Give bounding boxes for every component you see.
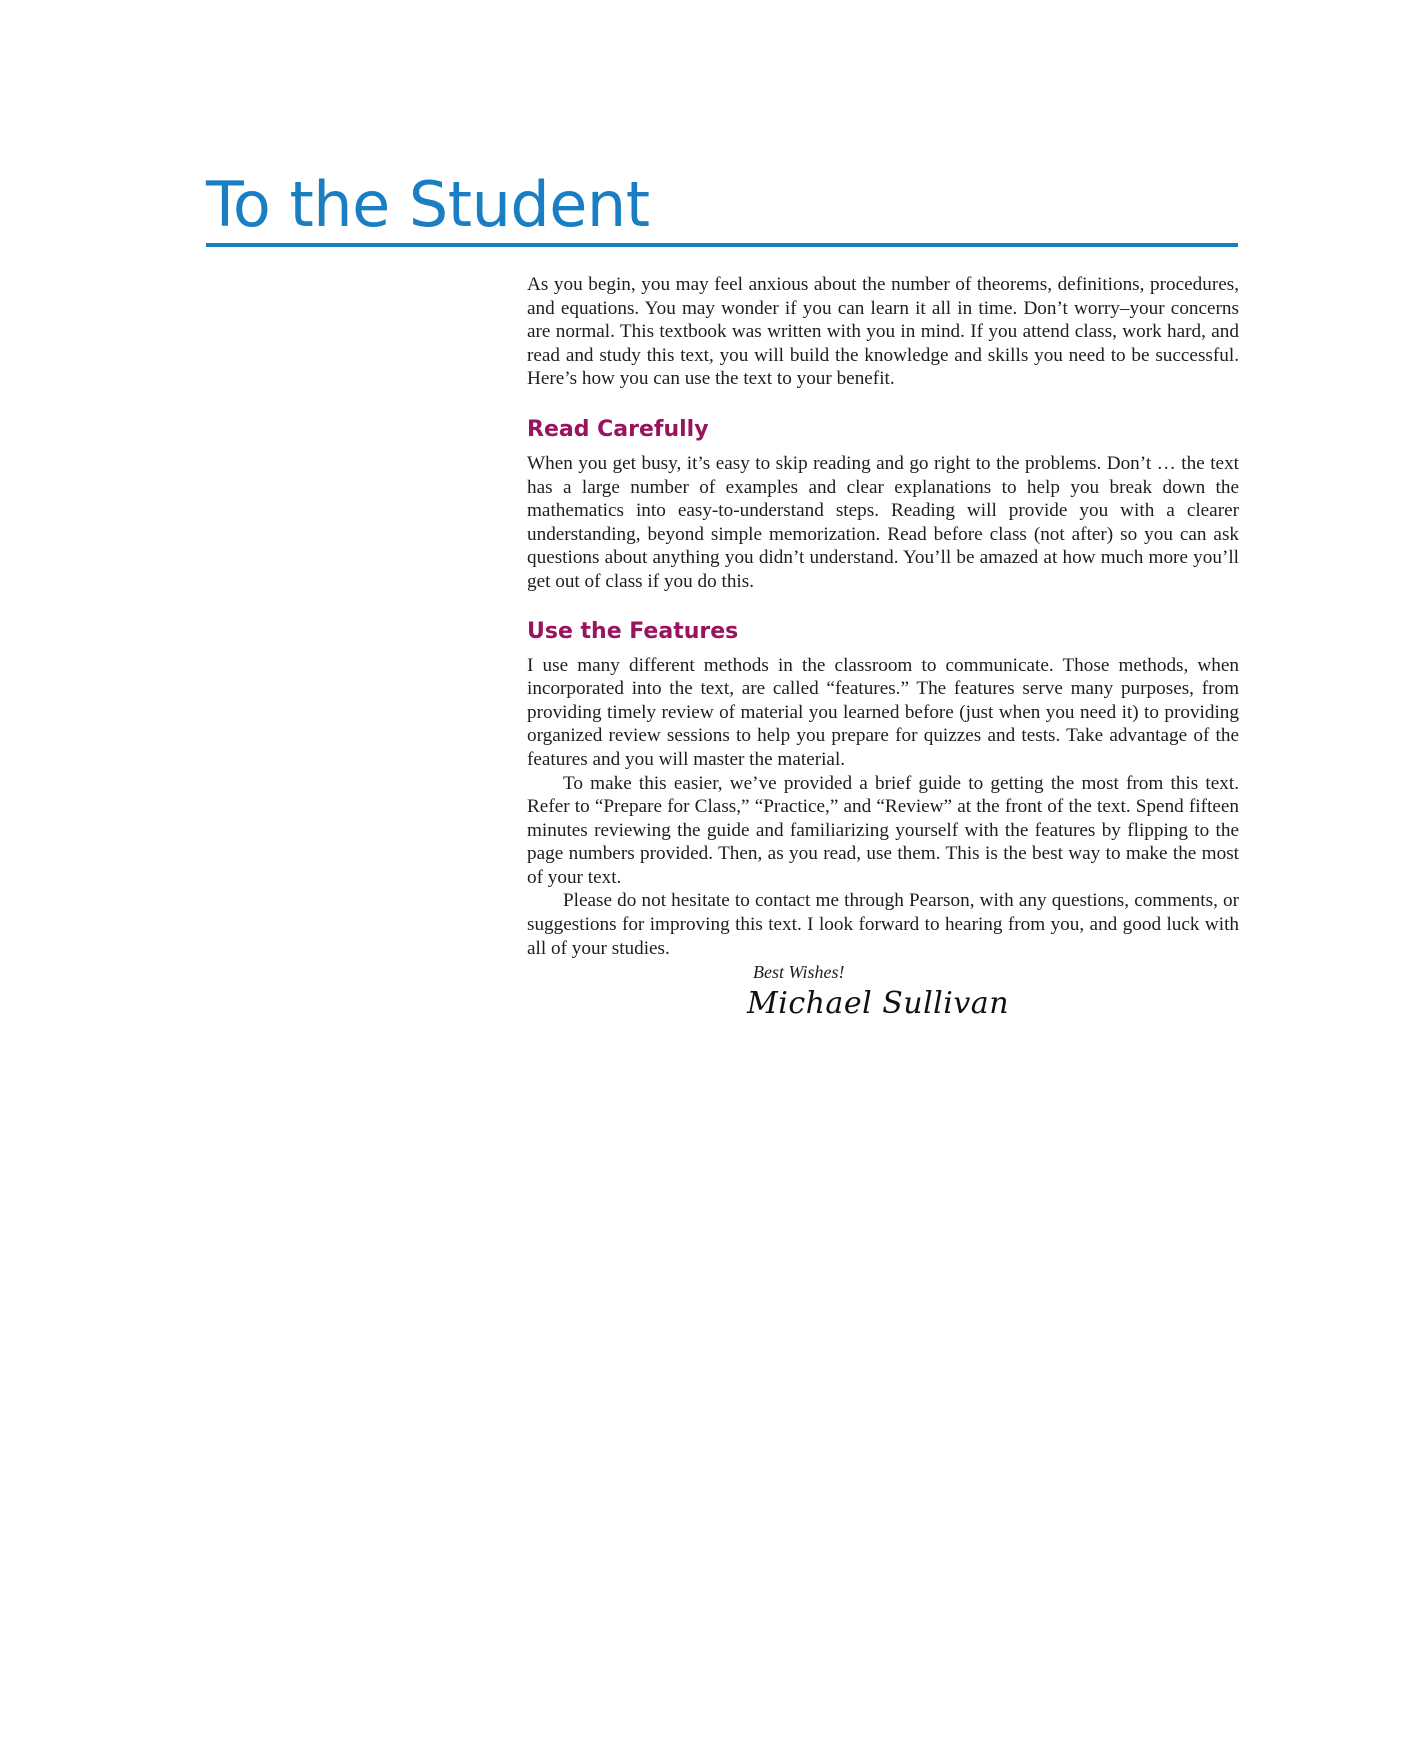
author-signature: Michael Sullivan — [747, 986, 1010, 1022]
section-heading-read-carefully: Read Carefully — [527, 416, 709, 442]
read-carefully-paragraph: When you get busy, it’s easy to skip reading and go right to the problems. Don’t … the text has a large number of examples and clear explanations to help you break down the mathematics into easy-to-understand steps. Reading will provide you with a clearer understanding, beyond simple memorization. Read before class (not after) so you can ask questions about anything you didn’t understand. You’ll be amazed at how much more you’ll get out of class if you do this. — [527, 452, 1239, 592]
title-divider — [206, 243, 1238, 247]
closing-salutation: Best Wishes! — [753, 962, 845, 983]
use-features-paragraph-3: Please do not hesitate to contact me through Pearson, with any questions, comments, or suggestions for improving this text. I look forward to hearing from you, and good luck with all of your studies. — [527, 890, 1239, 959]
use-features-paragraph-1: I use many different methods in the classroom to communicate. Those methods, when incorporated into the text, are called “features.” The features serve many purposes, from providing timely review of material you learned before (just when you need it) to providing organized review sessions to help you prepare for quizzes and tests. Take advantage of the features and you will master the material. — [527, 654, 1239, 770]
use-features-paragraph-2: To make this easier, we’ve provided a brief guide to getting the most from this text. Refer to “Prepare for Class,” “Practice,” and “Review” at the front of the text. Spend fifteen minutes reviewing the guide and familiarizing yourself with the features by flipping to the page numbers provided. Then, as you read, use them. This is the best way to make the most of your text. — [527, 772, 1239, 888]
intro-paragraph: As you begin, you may feel anxious about the number of theorems, definitions, procedures, and equations. You may wonder if you can learn it all in time. Don’t worry–your concerns are normal. This textbook was written with you in mind. If you attend class, work hard, and read and study this text, you will build the knowledge and skills you need to be successful. Here’s how you can use the text to your benefit. — [527, 274, 1239, 390]
page-title: To the Student — [206, 168, 650, 241]
section-heading-use-the-features: Use the Features — [527, 618, 739, 644]
letter-body — [527, 273, 1239, 1024]
